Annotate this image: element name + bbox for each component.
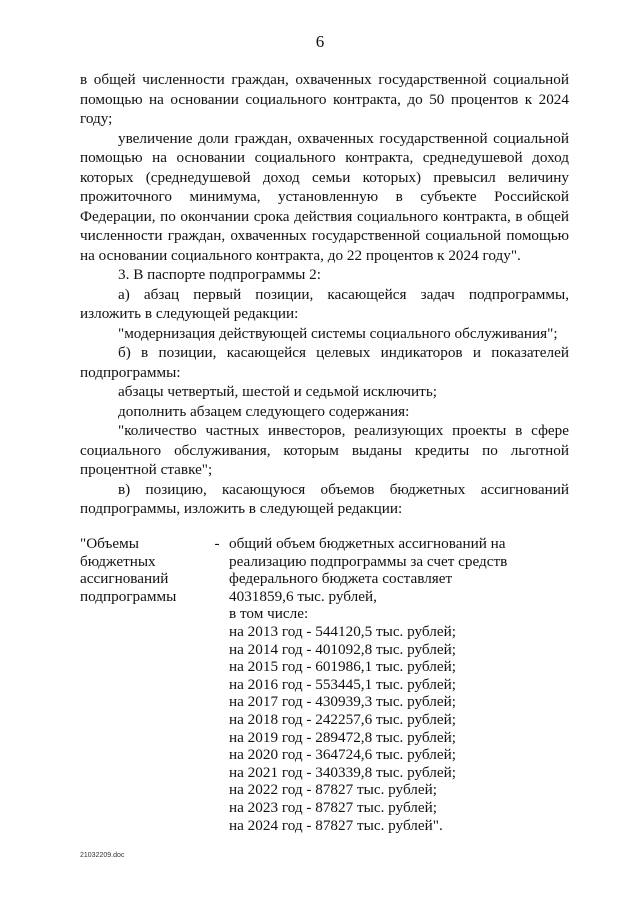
paragraph: "модернизация действующей системы социального обслуживания"; bbox=[118, 324, 558, 342]
paragraph: 3. В паспорте подпрограммы 2: bbox=[118, 266, 321, 283]
passport-value-line: федерального бюджета составляет bbox=[229, 570, 453, 588]
passport-value-line: на 2016 год - 553445,1 тыс. рублей; bbox=[229, 675, 456, 693]
passport-value-line: на 2023 год - 87827 тыс. рублей; bbox=[229, 798, 437, 816]
passport-value-line: на 2015 год - 601986,1 тыс. рублей; bbox=[229, 658, 456, 676]
passport-label-line: бюджетных bbox=[80, 552, 156, 570]
passport-value-line: на 2020 год - 364724,6 тыс. рублей; bbox=[229, 746, 456, 764]
passport-position-table bbox=[80, 535, 569, 834]
passport-value-line: на 2017 год - 430939,3 тыс. рублей; bbox=[229, 693, 456, 711]
passport-value-line: реализацию подпрограммы за счет средств bbox=[229, 552, 508, 570]
paragraph: а) абзац первый позиции, касающейся задач подпрограммы, изложить в следующей редакции: bbox=[80, 285, 569, 322]
passport-label-line: ассигнований bbox=[80, 570, 169, 588]
document-filename-footer: 21032209.doc bbox=[80, 852, 125, 859]
paragraph: "количество частных инвесторов, реализующих проекты в сфере социального обслуживания, которым выданы кредиты по льготной процентной ставке"; bbox=[80, 422, 569, 478]
paragraph: в общей численности граждан, охваченных государственной социальной помощью на основании социального контракта, до 50 процентов к 2024 году; bbox=[80, 71, 569, 127]
paragraph: абзацы четвертый, шестой и седьмой исключить; bbox=[118, 383, 437, 400]
paragraph: дополнить абзацем следующего содержания: bbox=[118, 402, 410, 420]
paragraph: в) позицию, касающуюся объемов бюджетных ассигнований подпрограммы, изложить в следующей редакции: bbox=[80, 480, 569, 517]
passport-row bbox=[80, 535, 569, 834]
passport-value-line: в том числе: bbox=[229, 605, 309, 623]
document-body bbox=[80, 70, 569, 519]
paragraph: б) в позиции, касающейся целевых индикаторов и показателей подпрограммы: bbox=[80, 344, 569, 381]
passport-value-line: 4031859,6 тыс. рублей, bbox=[229, 587, 377, 605]
page-number: 6 bbox=[315, 32, 325, 51]
passport-value-line: на 2022 год - 87827 тыс. рублей; bbox=[229, 781, 437, 799]
passport-value-line: на 2014 год - 401092,8 тыс. рублей; bbox=[229, 640, 456, 658]
passport-value-line: на 2019 год - 289472,8 тыс. рублей; bbox=[229, 728, 456, 746]
passport-value-line: общий объем бюджетных ассигнований на bbox=[229, 535, 506, 552]
passport-value-line: на 2021 год - 340339,8 тыс. рублей; bbox=[229, 763, 456, 781]
passport-value bbox=[229, 535, 569, 834]
passport-label-line: подпрограммы bbox=[80, 587, 177, 605]
passport-value-line: на 2013 год - 544120,5 тыс. рублей; bbox=[229, 622, 456, 640]
passport-value-line: на 2018 год - 242257,6 тыс. рублей; bbox=[229, 710, 456, 728]
passport-dash: - bbox=[214, 535, 220, 552]
paragraph: увеличение доли граждан, охваченных государственной социальной помощью на основании социального контракта, среднедушевой доход которых (среднедушевой доход семьи которых) превысил величину прожиточного минимума, установленную в субъекте Российской Федерации, по окончании срока действия социального контракта, в общей численности граждан, охваченных государственной социальной помощью на основании социального контракта, до 22 процентов к 2024 году". bbox=[80, 129, 569, 264]
passport-value-line: на 2024 год - 87827 тыс. рублей". bbox=[229, 816, 443, 834]
passport-label bbox=[80, 535, 205, 605]
passport-label-line: "Объемы bbox=[80, 535, 139, 552]
